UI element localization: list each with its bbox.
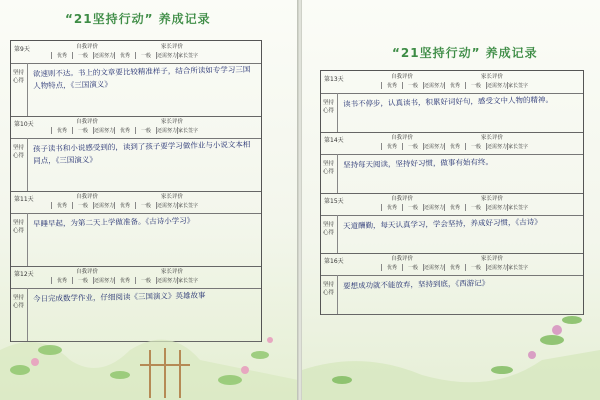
divider xyxy=(337,215,338,254)
record-table xyxy=(10,40,262,342)
eval-cell-label: 优秀 xyxy=(444,264,465,271)
evaluation-row xyxy=(11,191,261,214)
parent-eval-header: 家长评价 xyxy=(161,44,184,50)
eval-cell-label: 优秀 xyxy=(381,143,402,150)
eval-cell-label: 家长签字 xyxy=(508,204,529,211)
day-label: 第11天 xyxy=(14,196,34,203)
eval-cell-label: 还需努力 xyxy=(424,83,445,89)
eval-cell-label: 家长签字 xyxy=(508,143,529,150)
self-eval-header: 自我评价 xyxy=(391,134,414,141)
eval-cell-label: 一般 xyxy=(465,143,486,150)
reflection-label: 坚持心得 xyxy=(13,70,25,84)
page-title: “21坚持行动” 养成记录 xyxy=(65,12,211,26)
day-section xyxy=(11,266,261,342)
parent-eval-header: 家长评价 xyxy=(161,194,184,200)
eval-cell-label: 一般 xyxy=(72,277,93,284)
handwritten-notes: 要想成功就不能放弃，坚持到底，《西游记》 xyxy=(342,278,490,291)
parent-eval-header: 家长评价 xyxy=(481,195,504,202)
eval-cell-label: 一般 xyxy=(135,277,156,284)
reflection-label: 坚持心得 xyxy=(323,221,335,236)
eval-cell-label: 家长签字 xyxy=(178,128,199,134)
eval-cell-label: 一般 xyxy=(135,202,156,209)
evaluation-row xyxy=(11,41,261,64)
self-eval-header: 自我评价 xyxy=(391,74,414,80)
record-table xyxy=(320,70,584,315)
eval-cell-label: 一般 xyxy=(135,127,156,134)
eval-cell-label: 家长签字 xyxy=(508,83,529,89)
eval-cell-label: 还需努力 xyxy=(157,278,178,284)
handwritten-notes: 天道酬勤，每天认真学习，学会坚持，养成好习惯，《古诗》 xyxy=(342,216,542,230)
self-eval-header: 自我评价 xyxy=(76,119,99,125)
reflection-label: 坚持心得 xyxy=(13,220,25,234)
eval-cell-label: 一般 xyxy=(402,82,423,89)
day-label: 第13天 xyxy=(324,76,344,83)
reflection-label: 坚持心得 xyxy=(323,160,335,175)
eval-cell-label: 还需努力 xyxy=(487,265,508,272)
eval-cell-label: 一般 xyxy=(465,264,486,271)
day-section xyxy=(321,253,583,315)
day-label: 第14天 xyxy=(324,136,344,144)
evaluation-row xyxy=(11,116,261,139)
parent-eval-header: 家长评价 xyxy=(161,119,184,125)
eval-cell-label: 优秀 xyxy=(114,52,135,59)
day-label: 第15天 xyxy=(324,197,344,205)
reflection-label: 坚持心得 xyxy=(13,295,25,309)
eval-cell-label: 还需努力 xyxy=(487,143,508,150)
eval-cell-label: 一般 xyxy=(465,204,486,211)
eval-cell-label: 一般 xyxy=(135,52,156,59)
handwritten-notes: 坚持每天阅读，坚持好习惯，做事有始有终。 xyxy=(342,157,494,170)
eval-cell-label: 一般 xyxy=(72,202,93,209)
eval-cell-label: 家长签字 xyxy=(508,265,529,272)
eval-cell-label: 优秀 xyxy=(51,202,72,209)
divider xyxy=(337,93,338,132)
evaluation-row xyxy=(321,193,583,216)
eval-cell-label: 还需努力 xyxy=(487,204,508,211)
eval-cell-label: 还需努力 xyxy=(157,128,178,134)
self-eval-header: 自我评价 xyxy=(76,269,99,275)
divider xyxy=(337,154,338,193)
divider xyxy=(27,138,28,191)
evaluation-row xyxy=(321,71,583,94)
self-eval-header: 自我评价 xyxy=(391,256,414,263)
handwritten-notes: 孩子读书和小说感受到的，读到了孩子要学习做作业与小说文本相同点，《三国演义》 xyxy=(32,139,251,166)
handwritten-notes: 早睡早起，为第二天上学做准备。《古诗小学习》 xyxy=(32,215,195,229)
day-section xyxy=(11,191,261,267)
eval-cell-label: 优秀 xyxy=(381,264,402,271)
eval-cell-label: 还需努力 xyxy=(94,128,115,134)
eval-cells xyxy=(381,264,528,271)
eval-cell-label: 优秀 xyxy=(381,204,402,211)
day-label: 第12天 xyxy=(14,271,34,278)
divider xyxy=(27,288,28,341)
divider xyxy=(27,63,28,116)
eval-cell-label: 优秀 xyxy=(51,277,72,284)
page-title: “21坚持行动” 养成记录 xyxy=(392,46,538,60)
eval-cells xyxy=(381,143,528,150)
self-eval-header: 自我评价 xyxy=(76,44,99,50)
self-eval-header: 自我评价 xyxy=(76,194,99,200)
eval-cell-label: 一般 xyxy=(402,143,423,150)
eval-cell-label: 还需努力 xyxy=(424,204,445,211)
eval-cell-label: 优秀 xyxy=(444,82,465,89)
day-section xyxy=(11,116,261,192)
eval-cell-label: 还需努力 xyxy=(94,53,115,59)
handwritten-notes: 今日完成数学作业，仔细阅读《三国演义》英雄故事 xyxy=(32,290,206,304)
eval-cells xyxy=(51,202,198,209)
eval-cell-label: 优秀 xyxy=(114,127,135,134)
eval-cell-label: 家长签字 xyxy=(178,53,199,59)
reflection-label: 坚持心得 xyxy=(323,282,335,297)
evaluation-row xyxy=(321,132,583,155)
day-section xyxy=(321,132,583,194)
eval-cell-label: 家长签字 xyxy=(178,203,199,209)
parent-eval-header: 家长评价 xyxy=(481,134,504,141)
eval-cell-label: 优秀 xyxy=(114,202,135,209)
eval-cell-label: 还需努力 xyxy=(94,203,115,209)
day-section xyxy=(321,71,583,133)
left-page xyxy=(0,0,298,400)
evaluation-row xyxy=(321,253,583,276)
divider xyxy=(337,275,338,314)
eval-cell-label: 优秀 xyxy=(381,82,402,89)
eval-cell-label: 还需努力 xyxy=(487,83,508,89)
eval-cell-label: 一般 xyxy=(72,127,93,134)
reflection-label: 坚持心得 xyxy=(323,100,335,114)
reflection-label: 坚持心得 xyxy=(13,145,25,159)
day-section xyxy=(321,193,583,255)
eval-cell-label: 家长签字 xyxy=(178,278,199,284)
eval-cell-label: 还需努力 xyxy=(424,143,445,150)
eval-cell-label: 还需努力 xyxy=(94,278,115,284)
self-eval-header: 自我评价 xyxy=(391,195,414,202)
eval-cells xyxy=(381,204,528,211)
eval-cell-label: 优秀 xyxy=(114,277,135,284)
eval-cell-label: 优秀 xyxy=(444,204,465,211)
handwritten-notes: 欲速则不达。书上的文章要比较精准样子，结合所读如专学习三国人物特点，《三国演义》 xyxy=(32,64,251,91)
parent-eval-header: 家长评价 xyxy=(161,269,184,275)
eval-cells xyxy=(51,52,198,59)
eval-cell-label: 还需努力 xyxy=(424,265,445,272)
eval-cell-label: 还需努力 xyxy=(157,53,178,59)
eval-cell-label: 一般 xyxy=(72,52,93,59)
handwritten-notes: 读书不停步，认真读书，积累好词好句，感受文中人物的精神。 xyxy=(342,95,554,109)
evaluation-row xyxy=(11,266,261,289)
divider xyxy=(27,213,28,266)
day-label: 第10天 xyxy=(14,121,34,128)
day-section xyxy=(11,41,261,117)
eval-cells xyxy=(51,127,198,134)
right-page xyxy=(302,0,600,400)
eval-cell-label: 优秀 xyxy=(444,143,465,150)
parent-eval-header: 家长评价 xyxy=(481,256,504,263)
eval-cells xyxy=(381,82,528,89)
parent-eval-header: 家长评价 xyxy=(481,74,504,80)
eval-cell-label: 优秀 xyxy=(51,52,72,59)
eval-cell-label: 一般 xyxy=(402,264,423,271)
eval-cell-label: 优秀 xyxy=(51,127,72,134)
eval-cell-label: 一般 xyxy=(402,204,423,211)
day-label: 第9天 xyxy=(14,46,30,53)
eval-cell-label: 还需努力 xyxy=(157,203,178,209)
day-label: 第16天 xyxy=(324,258,344,266)
eval-cells xyxy=(51,277,198,284)
eval-cell-label: 一般 xyxy=(465,82,486,89)
